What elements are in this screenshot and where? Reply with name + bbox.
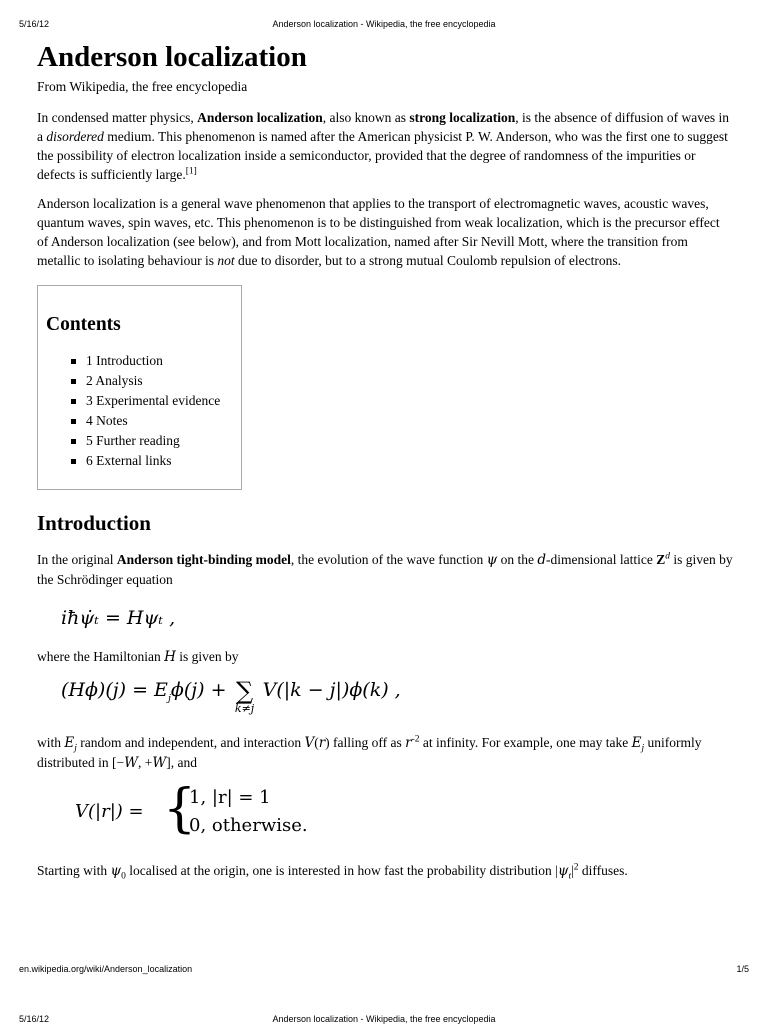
link-disordered[interactable]: disordered xyxy=(46,129,104,144)
introduction-paragraph-2 xyxy=(37,647,737,667)
text: Starting with xyxy=(37,863,111,878)
equation-interaction xyxy=(75,779,737,847)
print-header-next-page xyxy=(0,1014,768,1026)
equation-hamiltonian xyxy=(61,679,737,719)
math-psit: ψ xyxy=(557,863,569,879)
toc-item-further-reading[interactable]: 5 Further reading xyxy=(46,431,233,451)
text: due to disorder, but to a strong mutual Coulomb repulsion of electrons. xyxy=(234,253,622,268)
math-squared: 2 xyxy=(573,862,579,873)
math-psi: ψ xyxy=(486,552,498,568)
introduction-paragraph-3 xyxy=(37,733,737,773)
toc-item-notes[interactable]: 4 Notes xyxy=(46,411,233,431)
print-title: Anderson localization - Wikipedia, the free encyclopedia xyxy=(272,19,496,29)
eq3-lhs: V(|r|) = xyxy=(75,801,144,822)
print-title-next: Anderson localization - Wikipedia, the free encyclopedia xyxy=(272,1014,496,1024)
text: with xyxy=(37,735,65,750)
bold-anderson-tight-binding-model: Anderson tight-binding model xyxy=(116,552,291,567)
text: , the evolution of the wave function xyxy=(290,552,487,567)
text: Anderson localization is a general wave phenomenon that applies to the transport of electromagnetic waves, acoustic waves, quantum waves, spin waves, etc. This phenomenon is to be distinguished from weak localization, which is the precursor effect of Anderson localization (see below), and from Mott localization, named after Sir Nevill Mott, where the transition from metallic to isolating behaviour is xyxy=(37,196,720,268)
text: medium. This phenomenon is named after the American physicist P. W. Anderson, who was the first one to suggest the possibility of electron localization inside a semiconductor, provided that the degree of randomness of the impurities or defects is sufficiently large. xyxy=(37,129,728,182)
text: | xyxy=(571,863,574,878)
introduction-paragraph-4 xyxy=(37,861,737,881)
page-title: Anderson localization xyxy=(37,41,307,73)
math-r2-sup: -2 xyxy=(411,734,420,745)
toc-item-experimental-evidence[interactable]: 3 Experimental evidence xyxy=(46,391,233,411)
math-Z: Z xyxy=(656,552,666,567)
article-content xyxy=(37,40,737,881)
sum-operator xyxy=(233,679,257,715)
eq3-case2: 0, otherwise. xyxy=(189,815,308,836)
math-psit-sub: t xyxy=(568,871,572,882)
toc-item-analysis[interactable]: 2 Analysis xyxy=(46,371,233,391)
text: at infinity. For example, one may take xyxy=(419,735,632,750)
print-header xyxy=(0,19,768,31)
math-H: H xyxy=(164,649,176,665)
print-page-number: 1/5 xyxy=(736,964,749,974)
text: is given by the Schrödinger equation xyxy=(37,552,733,587)
text: , + xyxy=(138,755,153,770)
text: ) falling off as xyxy=(325,735,406,750)
reference-1[interactable]: [1] xyxy=(185,166,197,177)
math-r: r xyxy=(318,735,326,751)
math-d: d xyxy=(537,552,546,568)
text: -dimensional lattice xyxy=(545,552,657,567)
link-anderson-localization: Anderson localization xyxy=(197,110,323,125)
math-E: E xyxy=(64,735,75,751)
math-W1: W xyxy=(124,755,138,771)
text: diffuses. xyxy=(578,863,628,878)
math-V: V xyxy=(304,735,315,751)
sum-subscript: k≠j xyxy=(234,702,255,715)
introduction-paragraph-1 xyxy=(37,550,737,589)
toc-item-external-links[interactable]: 6 External links xyxy=(46,451,233,471)
text: where the Hamiltonian xyxy=(37,649,165,664)
text: uniformly distributed in [− xyxy=(37,735,702,770)
eq3-brace: { xyxy=(163,779,197,839)
intro-paragraph-1 xyxy=(37,108,732,184)
page-tagline: From Wikipedia, the free encyclopedia xyxy=(37,79,248,94)
print-date-next: 5/16/12 xyxy=(19,1014,50,1024)
print-date: 5/16/12 xyxy=(19,19,50,29)
toc-list xyxy=(46,351,233,471)
print-url: en.wikipedia.org/wiki/Anderson_localization xyxy=(19,964,193,974)
text: , also known as xyxy=(322,110,410,125)
text: In condensed matter physics, xyxy=(37,110,198,125)
math-W2: W xyxy=(152,755,167,771)
eq2-lhs-sub: j xyxy=(167,692,171,704)
math-E2-sub: j xyxy=(641,743,645,754)
toc-title: Contents xyxy=(46,314,121,335)
sum-symbol: ∑ xyxy=(235,677,254,705)
text: ( xyxy=(314,735,319,750)
intro-paragraph-2 xyxy=(37,194,732,270)
eq2-lhs: (Hϕ)(j) = E xyxy=(61,679,168,701)
text: localised at the origin, one is interested in how fast the probability distribution | xyxy=(125,863,558,878)
text: on the xyxy=(497,552,538,567)
eq2-rhs: V(|k − j|)ϕ(k) , xyxy=(256,679,401,701)
text: In the original xyxy=(37,552,117,567)
section-heading-introduction: Introduction xyxy=(37,511,151,535)
bold-strong-localization: strong localization xyxy=(409,110,516,125)
text: random and independent, and interaction xyxy=(76,735,305,750)
math-r2: r xyxy=(405,735,412,751)
math-psi0-sub: 0 xyxy=(121,871,126,882)
text: ], and xyxy=(166,755,198,770)
text: , is the absence of diffusion of waves in a xyxy=(37,110,730,144)
equation-schrodinger: iħψ̇ₜ = Hψₜ , xyxy=(61,607,176,629)
math-psi0: ψ xyxy=(110,863,122,879)
math-E-sub: j xyxy=(74,743,77,754)
eq3-case1: 1, |r| = 1 xyxy=(189,787,271,808)
print-footer xyxy=(0,964,768,976)
math-Z-sup: d xyxy=(665,551,670,562)
emphasis-not: not xyxy=(217,253,235,268)
text: is given by xyxy=(175,649,239,664)
table-of-contents xyxy=(37,285,242,490)
toc-item-introduction[interactable]: 1 Introduction xyxy=(46,351,233,371)
eq2-mid: ϕ(j) + xyxy=(170,679,233,701)
math-E2: E xyxy=(631,735,642,751)
